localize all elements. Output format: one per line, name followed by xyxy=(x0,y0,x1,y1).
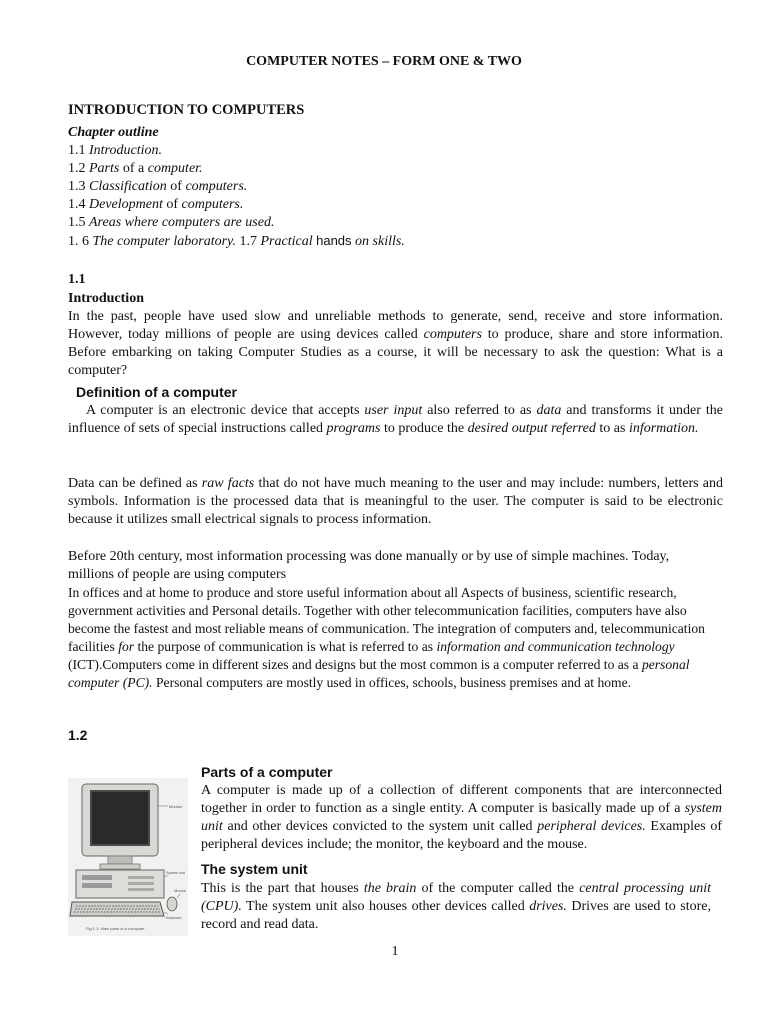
outline-item-4: 1.4 Development of computers. xyxy=(68,197,244,212)
introduction-heading: Introduction xyxy=(68,291,144,306)
intro-paragraph: In the past, people have used slow and unreliable methods to generate, send, receive and store information. However, today millions of people are using devices called computers to produce, share and store information. Before embarking on taking Computer Studies as a course, it will be necessary to ask the question: What is a computer? xyxy=(68,309,724,378)
outline-item-1: 1.1 Introduction. xyxy=(68,143,162,158)
figure-label-monitor: Monitor xyxy=(169,804,183,809)
system-unit-paragraph: This is the part that houses the brain of the computer called the central processing unit (CPU). The system unit also houses other devices called drives. Drives are used to store, record and read data. xyxy=(201,881,711,932)
outline-item-6: 1. 6 The computer laboratory. 1.7 Practical hands on skills. xyxy=(68,233,405,249)
parts-paragraph: A computer is made up of a collection of different components that are interconnected together in order to function as a single entity. A computer is basically made up of a system unit and other devices convicted to the system unit called peripheral devices. Examples of peripheral devices include; the monitor, the keyboard and the mouse. xyxy=(201,783,723,852)
outline-item-5: 1.5 Areas where computers are used. xyxy=(68,215,275,230)
offices-paragraph: In offices and at home to produce and store useful information about all Aspects of business, scientific research, government activities and Personal details. Together with other telecommunication facilities, computers have also become the fastest and most reliable means of communication. The integration of computers and, telecommunication facilities for the purpose of communication is what is referred to as information and communication technology (ICT).Computers come in different sizes and designs but the most common is a computer referred to as a personal computer (PC). Personal computers are mostly used in offices, schools, business premises and at home. xyxy=(68,585,705,690)
outline-item-2: 1.2 Parts of a computer. xyxy=(68,161,203,176)
chapter-heading: INTRODUCTION TO COMPUTERS xyxy=(68,102,305,118)
system-unit-heading: The system unit xyxy=(201,861,308,877)
definition-paragraph: A computer is an electronic device that accepts user input also referred to as data and transforms it under the influence of sets of special instructions called programs to produce the desired output referred to as information. xyxy=(68,403,724,436)
monitor-image xyxy=(82,784,158,869)
page-number: 1 xyxy=(391,944,399,959)
chapter-outline xyxy=(68,124,723,251)
data-definition-paragraph: Data can be defined as raw facts that do not have much meaning to the user and may include: numbers, letters and symbols. Information is the processed data that is meaningful to the user. The computer is said to be electronic because it utilizes small electrical signals to process information. xyxy=(68,476,723,527)
section-number-1-2: 1.2 xyxy=(68,727,88,743)
figure-caption: Fig 1.1: Main parts of a computer xyxy=(86,926,145,931)
figure-label-mouse: Mouse xyxy=(174,888,187,893)
mouse-image xyxy=(167,897,177,911)
document-title: COMPUTER NOTES – FORM ONE & TWO xyxy=(246,54,522,69)
figure-label-system-unit: System unit xyxy=(166,871,185,875)
keyboard-image xyxy=(70,902,164,916)
definition-heading: Definition of a computer xyxy=(76,384,237,400)
parts-heading: Parts of a computer xyxy=(201,764,333,780)
system-unit-image xyxy=(76,870,164,898)
section-number-1-1: 1.1 xyxy=(68,272,86,287)
before-20th-century-text: Before 20th century, most information processing was done manually or by use of simple machines. Today, millions of people are using computers xyxy=(68,549,670,582)
outline-item-3: 1.3 Classification of computers. xyxy=(68,179,248,194)
computer-parts-figure xyxy=(68,778,188,936)
outline-title: Chapter outline xyxy=(68,125,159,140)
figure-label-keyboard: Keyboard xyxy=(166,916,182,920)
